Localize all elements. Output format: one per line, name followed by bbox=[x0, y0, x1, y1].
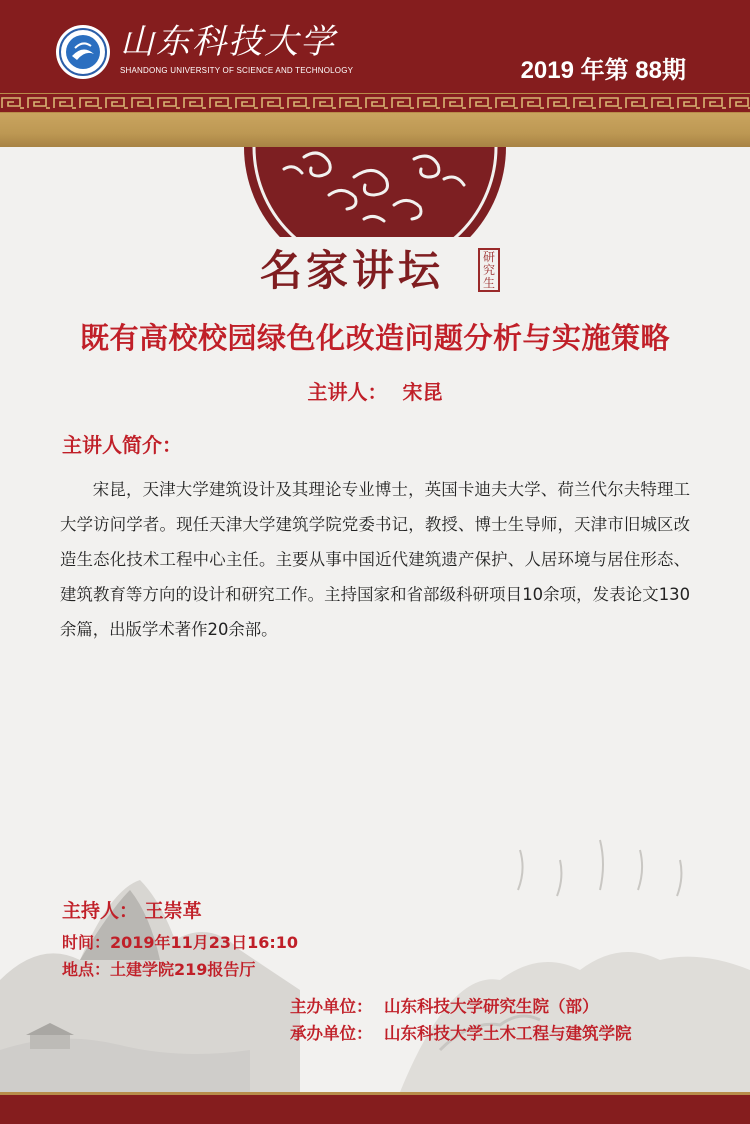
footer-band bbox=[0, 1092, 750, 1124]
event-time: 时间：2019年11月23日16:10 bbox=[62, 933, 298, 952]
host-line bbox=[62, 896, 202, 923]
host-unit: 主办单位： 山东科技大学研究生院（部） bbox=[290, 997, 599, 1016]
speaker-name: 宋昆 bbox=[402, 380, 443, 404]
ink-landscape-illustration bbox=[0, 820, 750, 1092]
lecture-title: 既有高校校园绿色化改造问题分析与实施策略 bbox=[79, 321, 670, 355]
speaker-label: 主讲人： bbox=[307, 380, 388, 404]
speaker-line bbox=[0, 376, 750, 405]
host-label: 主持人： bbox=[62, 900, 139, 922]
co-organizer-unit: 承办单位： 山东科技大学土木工程与建筑学院 bbox=[290, 1024, 632, 1043]
forum-title: 名家讲坛 bbox=[259, 246, 444, 295]
bio-heading: 主讲人简介： bbox=[62, 433, 182, 457]
university-name: 山东科技大学 bbox=[120, 22, 336, 62]
event-place: 地点：土建学院219报告厅 bbox=[62, 960, 256, 979]
issue-number: 2019 年第 88期 bbox=[520, 57, 686, 84]
university-name-english: SHANDONG UNIVERSITY OF SCIENCE AND TECHNOLOGY bbox=[120, 66, 354, 75]
gold-band bbox=[0, 113, 750, 147]
fret-pattern-band bbox=[0, 93, 750, 113]
graduate-seal-stamp: 研究生 bbox=[478, 248, 500, 292]
bio-text: 宋昆，天津大学建筑设计及其理论专业博士，英国卡迪夫大学、荷兰代尔夫特理工大学访问学者。现任天津大学建筑学院党委书记，教授、博士生导师，天津市旧城区改造生态化技术工程中心主任。主要从事中国近代建筑遗产保护、人居环境与居住形态、建筑教育等方向的设计和研究工作。主持国家和省部级科研项目10余项，发表论文130余篇，出版学术著作20余部。 bbox=[60, 480, 690, 639]
host-name: 王崇革 bbox=[144, 900, 202, 922]
university-emblem-icon bbox=[55, 24, 111, 80]
cloud-medallion-ornament bbox=[244, 147, 506, 237]
